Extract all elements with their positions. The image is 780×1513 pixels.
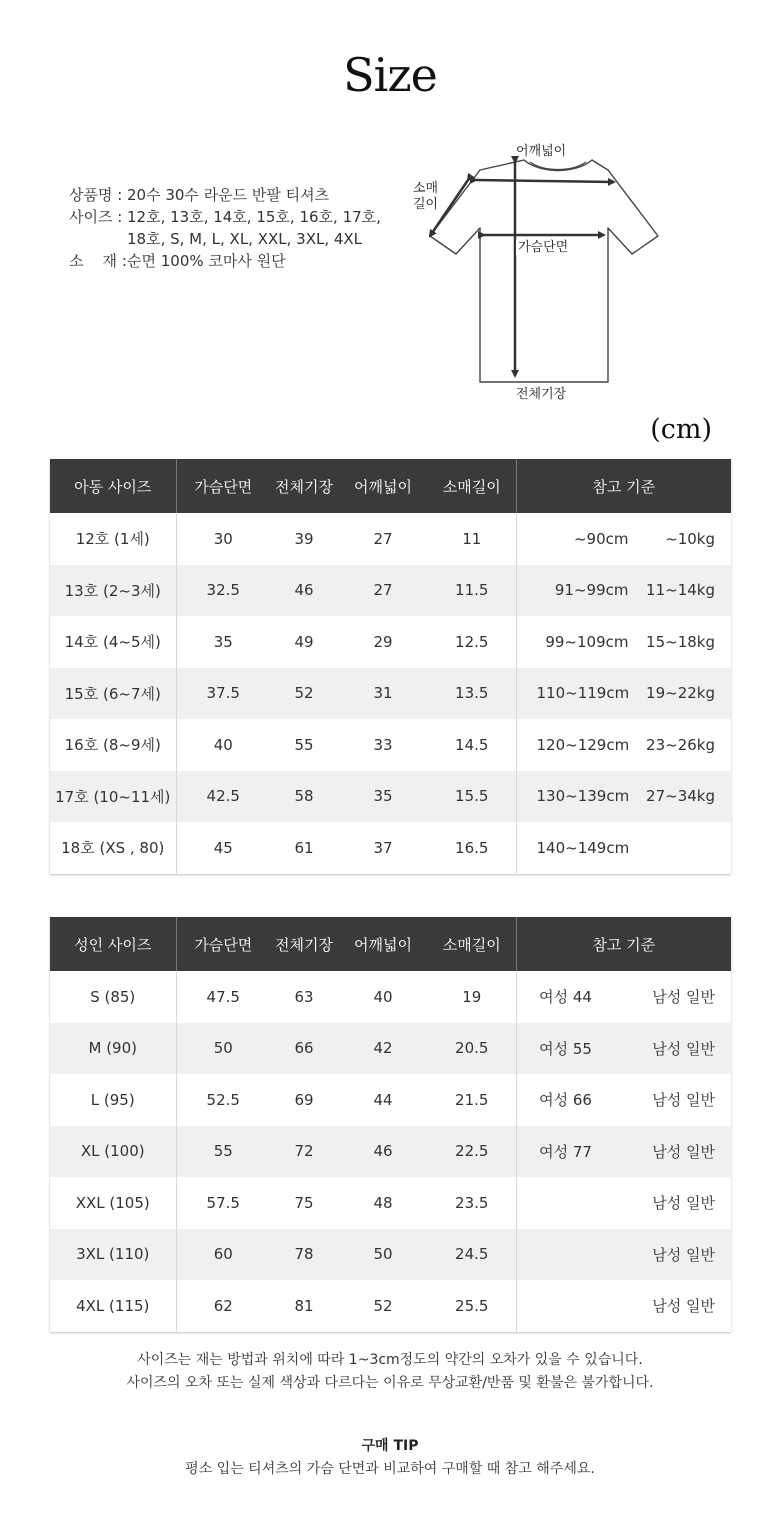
cell-size: 3XL (110) (50, 1229, 176, 1281)
cell-length: 58 (270, 771, 338, 823)
tip-text: 평소 입는 티셔츠의 가슴 단면과 비교하여 구매할 때 참고 해주세요. (185, 1461, 595, 1477)
cell-length: 39 (294, 529, 314, 548)
adult-header-4: 소매길이 (428, 917, 516, 971)
reference-height: 130~139cm (536, 787, 630, 806)
table-row (50, 822, 731, 874)
product-material-row (69, 250, 381, 272)
cell-chest: 37.5 (176, 668, 270, 720)
cell-size: 15호 (6~7세) (50, 668, 176, 720)
product-name-label: 상품명 : (69, 186, 123, 204)
cell-sleeve: 14.5 (428, 719, 516, 771)
cell-reference (517, 1244, 732, 1265)
cell-length: 49 (294, 632, 314, 651)
cell-length: 81 (294, 1296, 314, 1315)
tshirt-outline (430, 160, 658, 382)
cell-shoulder: 48 (373, 1193, 393, 1212)
cell-sleeve: 11 (428, 513, 516, 565)
cell-size: XL (100) (50, 1126, 176, 1178)
adult-header-3: 어깨넓이 (338, 917, 428, 971)
cell-reference (517, 684, 732, 702)
diagram-label-shoulder: 어깨넓이 (516, 144, 567, 159)
cell-length: 61 (294, 838, 314, 857)
table-row (50, 1023, 731, 1075)
product-sizes-label: 사이즈 : (69, 208, 123, 226)
cell-reference (517, 736, 732, 754)
cell-chest: 52.5 (206, 1090, 240, 1109)
kids-header-2: 전체기장 (270, 459, 338, 513)
cell-sleeve: 20.5 (428, 1023, 516, 1075)
tshirt-diagram (400, 130, 680, 410)
product-sizes-line1: 12호, 13호, 14호, 15호, 16호, 17호, (127, 208, 381, 226)
cell-reference-wrap (516, 822, 731, 874)
product-name: 20수 30수 라운드 반팔 티셔츠 (127, 186, 330, 204)
cell-chest: 32.5 (176, 565, 270, 617)
cell-shoulder: 44 (373, 1090, 393, 1109)
cell-reference-wrap (516, 771, 731, 823)
cell-shoulder: 29 (373, 632, 393, 651)
cell-shoulder: 27 (338, 565, 428, 617)
reference-height: 120~129cm (536, 735, 630, 754)
cell-sleeve: 25.5 (428, 1280, 516, 1332)
adult-size-table (50, 917, 731, 1332)
adult-table-header (50, 917, 731, 971)
cell-reference (517, 1089, 732, 1110)
cell-reference (517, 1038, 732, 1059)
cell-size: 18호 (XS , 80) (50, 822, 176, 874)
cell-sleeve: 21.5 (428, 1074, 516, 1126)
cell-chest: 45 (213, 838, 233, 857)
table-row (50, 565, 731, 617)
reference-men: 남성 일반 (652, 1142, 715, 1161)
adult-header-5: 참고 기준 (516, 917, 731, 971)
cell-reference-wrap (516, 1177, 731, 1229)
table-row (50, 719, 731, 771)
cell-reference (517, 633, 732, 651)
cell-shoulder: 40 (373, 987, 393, 1006)
cell-shoulder: 50 (338, 1229, 428, 1281)
cell-size: 13호 (2~3세) (50, 565, 176, 617)
cell-size: 17호 (10~11세) (50, 771, 176, 823)
cell-reference-wrap (516, 1074, 731, 1126)
cell-reference-wrap (516, 668, 731, 720)
adult-table-body (50, 971, 731, 1332)
table-row (50, 1229, 731, 1281)
product-sizes-row (69, 206, 381, 228)
cell-sleeve: 12.5 (428, 616, 516, 668)
reference-weight: 23~26kg (646, 735, 715, 754)
cell-sleeve: 23.5 (428, 1177, 516, 1229)
cell-reference-wrap (516, 616, 731, 668)
cell-reference-wrap (516, 1023, 731, 1075)
cell-sleeve: 15.5 (428, 771, 516, 823)
product-name-row (69, 184, 381, 206)
diagram-label-sleeve: 소매 길이 (413, 181, 439, 212)
cell-shoulder: 27 (373, 529, 393, 548)
note-line-2: 사이즈의 오차 또는 실제 색상과 다르다는 이유로 무상교환/반품 및 환불은 불가합니다. (126, 1375, 654, 1391)
cell-chest: 60 (176, 1229, 270, 1281)
reference-men: 남성 일반 (652, 1245, 715, 1264)
indent-spacer (69, 228, 127, 250)
diagram-label-chest: 가슴단면 (518, 240, 569, 255)
cell-chest: 47.5 (206, 987, 240, 1006)
table-row (50, 1280, 731, 1332)
cell-size: XXL (105) (50, 1177, 176, 1229)
product-sizes-line2: 18호, S, M, L, XL, XXL, 3XL, 4XL (127, 230, 363, 248)
adult-header-1: 가슴단면 (176, 917, 270, 971)
cell-reference-wrap (516, 1229, 731, 1281)
reference-men: 남성 일반 (652, 1194, 715, 1213)
reference-men: 남성 일반 (652, 988, 715, 1007)
cell-size: 12호 (1세) (50, 513, 176, 565)
tshirt-illustration (400, 130, 680, 410)
reference-weight: 27~34kg (646, 787, 715, 806)
kids-header-0: 아동 사이즈 (50, 459, 176, 513)
reference-men: 남성 일반 (652, 1039, 715, 1058)
unit-label: (cm) (650, 414, 712, 445)
table-row (50, 1126, 731, 1178)
reference-women (537, 1295, 595, 1316)
reference-women (537, 1192, 595, 1213)
reference-height: 110~119cm (536, 684, 630, 703)
cell-shoulder: 33 (373, 735, 393, 754)
cell-shoulder: 31 (338, 668, 428, 720)
cell-shoulder: 46 (338, 1126, 428, 1178)
cell-reference (517, 839, 732, 857)
cell-shoulder: 52 (373, 1296, 393, 1315)
diagram-label-length: 전체기장 (516, 387, 567, 402)
reference-women (537, 1244, 595, 1265)
cell-reference (517, 986, 732, 1007)
cell-size: L (95) (50, 1074, 176, 1126)
cell-length: 55 (294, 735, 314, 754)
product-material-label: 소 재 : (69, 252, 127, 270)
cell-chest: 55 (176, 1126, 270, 1178)
cell-reference-wrap (516, 719, 731, 771)
cell-sleeve: 11.5 (428, 565, 516, 617)
cell-size: 4XL (115) (50, 1280, 176, 1332)
kids-table-header (50, 459, 731, 513)
reference-women: 여성 55 (539, 1039, 592, 1058)
page-title: Size (343, 48, 437, 102)
cell-length: 75 (294, 1193, 314, 1212)
cell-size: S (85) (50, 971, 176, 1023)
kids-table-body (50, 513, 731, 874)
reference-height: 140~149cm (536, 838, 630, 857)
reference-height: ~90cm (573, 529, 629, 548)
cell-reference-wrap (516, 513, 731, 565)
cell-length: 63 (294, 987, 314, 1006)
kids-header-1: 가슴단면 (176, 459, 270, 513)
reference-weight: 15~18kg (646, 632, 715, 651)
cell-reference (517, 1141, 732, 1162)
cell-size: 16호 (8~9세) (50, 719, 176, 771)
adult-header-0: 성인 사이즈 (50, 917, 176, 971)
cell-length: 46 (270, 565, 338, 617)
product-info (69, 184, 381, 272)
cell-reference-wrap (516, 565, 731, 617)
cell-reference (517, 1192, 732, 1213)
cell-length: 69 (294, 1090, 314, 1109)
cell-chest: 57.5 (206, 1193, 240, 1212)
cell-sleeve: 19 (428, 971, 516, 1023)
reference-weight: 19~22kg (646, 684, 715, 703)
note-line-1: 사이즈는 재는 방법과 위치에 따라 1~3cm정도의 약간의 오차가 있을 수 있습니다. (137, 1352, 643, 1368)
cell-reference (517, 581, 732, 599)
kids-header-4: 소매길이 (428, 459, 516, 513)
tip-title: 구매 TIP (361, 1438, 419, 1454)
cell-length: 66 (270, 1023, 338, 1075)
cell-chest: 50 (176, 1023, 270, 1075)
cell-size: M (90) (50, 1023, 176, 1075)
cell-shoulder: 42 (338, 1023, 428, 1075)
cell-chest: 42.5 (176, 771, 270, 823)
cell-length: 72 (270, 1126, 338, 1178)
cell-reference-wrap (516, 971, 731, 1023)
reference-women: 여성 44 (539, 988, 592, 1007)
cell-chest: 30 (213, 529, 233, 548)
table-row (50, 771, 731, 823)
product-material: 순면 100% 코마사 원단 (127, 252, 286, 270)
cell-shoulder: 35 (338, 771, 428, 823)
cell-sleeve: 22.5 (428, 1126, 516, 1178)
cell-sleeve: 16.5 (428, 822, 516, 874)
reference-women: 여성 66 (539, 1091, 592, 1110)
reference-men: 남성 일반 (652, 1091, 715, 1110)
table-row (50, 616, 731, 668)
adult-header-2: 전체기장 (270, 917, 338, 971)
cell-reference-wrap (516, 1126, 731, 1178)
table-row (50, 513, 731, 565)
cell-length: 52 (270, 668, 338, 720)
cell-sleeve: 24.5 (428, 1229, 516, 1281)
reference-women: 여성 77 (539, 1142, 592, 1161)
cell-chest: 62 (213, 1296, 233, 1315)
cell-length: 78 (270, 1229, 338, 1281)
reference-weight: 11~14kg (646, 581, 715, 600)
cell-chest: 35 (213, 632, 233, 651)
cell-shoulder: 37 (373, 838, 393, 857)
cell-reference (517, 787, 732, 805)
size-notes (0, 1349, 780, 1395)
kids-header-3: 어깨넓이 (338, 459, 428, 513)
cell-reference-wrap (516, 1280, 731, 1332)
cell-reference (517, 1295, 732, 1316)
table-row (50, 1074, 731, 1126)
kids-size-table (50, 459, 731, 874)
cell-reference (517, 530, 732, 548)
product-sizes-row-2 (69, 228, 381, 250)
table-row (50, 971, 731, 1023)
reference-height: 99~109cm (545, 632, 629, 651)
table-row (50, 1177, 731, 1229)
cell-sleeve: 13.5 (428, 668, 516, 720)
reference-men: 남성 일반 (652, 1297, 715, 1316)
reference-weight: ~10kg (665, 529, 715, 548)
cell-size: 14호 (4~5세) (50, 616, 176, 668)
table-row (50, 668, 731, 720)
cell-chest: 40 (213, 735, 233, 754)
reference-height: 91~99cm (554, 581, 629, 600)
kids-header-5: 참고 기준 (516, 459, 731, 513)
